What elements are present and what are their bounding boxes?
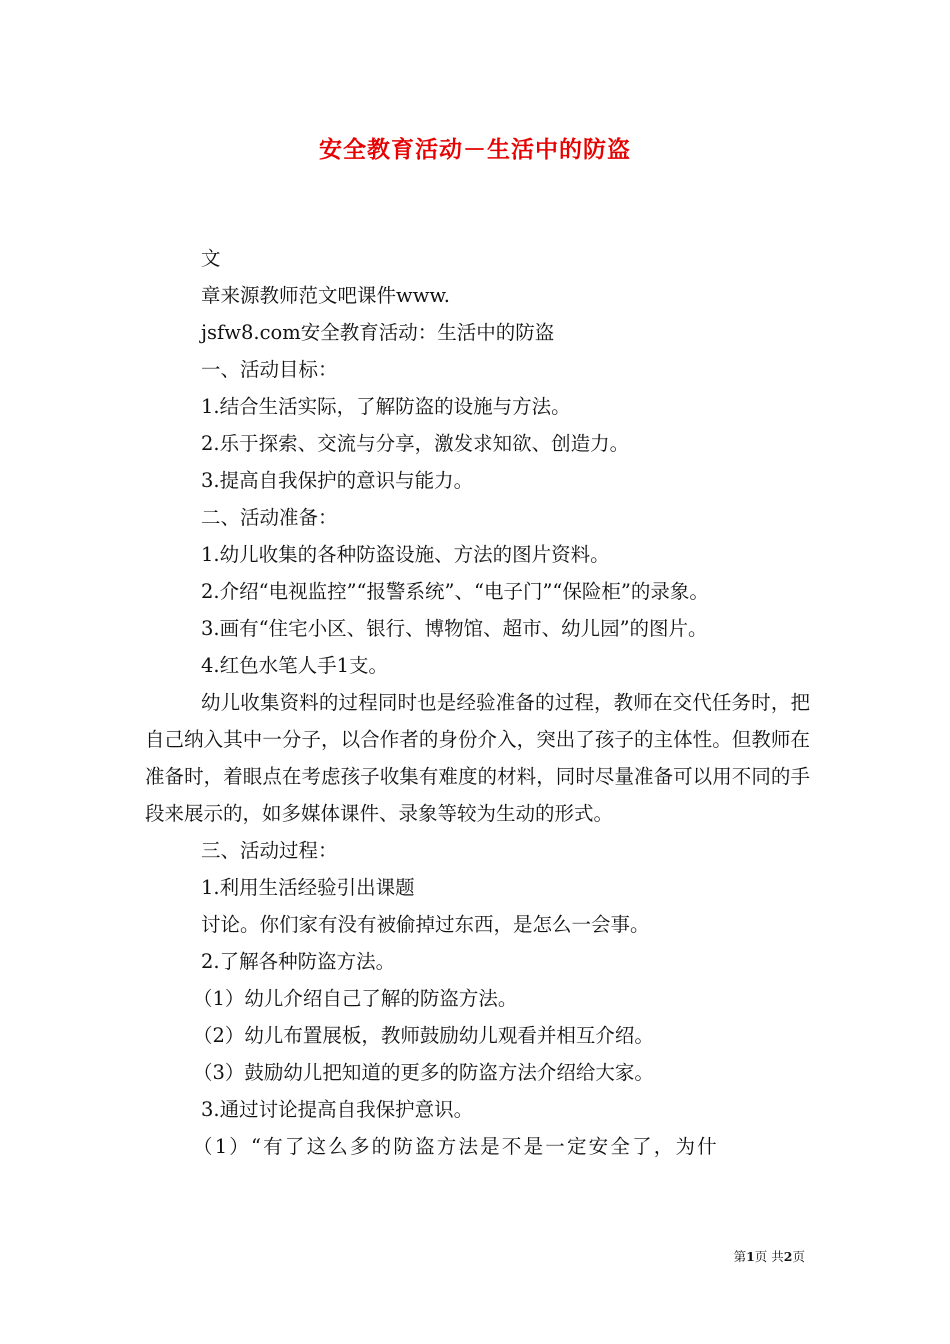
page-footer [734, 1248, 805, 1266]
text-line: 讨论。你们家有没有被偷掉过东西，是怎么一会事。 [201, 913, 650, 936]
list-item: 4.红色水笔人手1支。 [201, 654, 389, 677]
footer-prefix: 第 [733, 1249, 747, 1264]
list-item: 3.画有“住宅小区、银行、博物馆、超市、幼儿园”的图片。 [201, 617, 708, 640]
section-heading-process: 三、活动过程： [201, 839, 338, 862]
paragraph: 幼儿收集资料的过程同时也是经验准备的过程，教师在交代任务时，把自己纳入其中一分子，以合作者的身份介入，突出了孩子的主体性。但教师在准备时，着眼点在考虑孩子收集有难度的材料，同时尽量准备可以用不同的手段来展示的，如多媒体课件、录象等较为生动的形式。 [145, 691, 810, 825]
list-item: 2.了解各种防盗方法。 [201, 950, 396, 973]
text-line: 章来源教师范文吧课件www. [201, 284, 450, 307]
list-item: 2.乐于探索、交流与分享，激发求知欲、创造力。 [201, 432, 630, 455]
list-item: 2.介绍“电视监控”“报警系统”、“电子门”“保险柜”的录象。 [201, 580, 709, 603]
list-item: 1.幼儿收集的各种防盗设施、方法的图片资料。 [201, 543, 610, 566]
section-heading-goals: 一、活动目标： [201, 358, 338, 381]
document-body [145, 240, 810, 1165]
list-item: 3.通过讨论提高自我保护意识。 [201, 1098, 474, 1121]
sub-item: （1）“有了这么多的防盗方法是不是一定安全了，为什 [193, 1135, 719, 1158]
footer-total-pages: 2 [783, 1249, 793, 1264]
sub-item: （2）幼儿布置展板，教师鼓励幼儿观看并相互介绍。 [193, 1024, 654, 1047]
document-title: 安全教育活动－生活中的防盗 [319, 137, 631, 163]
footer-suffix: 页 [792, 1249, 805, 1264]
footer-page-number: 1 [746, 1249, 755, 1264]
list-item: 1.利用生活经验引出课题 [201, 876, 415, 899]
section-heading-preparation: 二、活动准备： [201, 506, 338, 529]
list-item: 1.结合生活实际，了解防盗的设施与方法。 [201, 395, 571, 418]
sub-item: （3）鼓励幼儿把知道的更多的防盗方法介绍给大家。 [193, 1061, 654, 1084]
list-item: 3.提高自我保护的意识与能力。 [201, 469, 474, 492]
sub-item: （1）幼儿介绍自己了解的防盗方法。 [193, 987, 518, 1010]
footer-middle: 页 共 [754, 1249, 784, 1264]
text-line: 文 [201, 247, 221, 270]
text-line: jsfw8.com安全教育活动：生活中的防盗 [201, 321, 555, 344]
